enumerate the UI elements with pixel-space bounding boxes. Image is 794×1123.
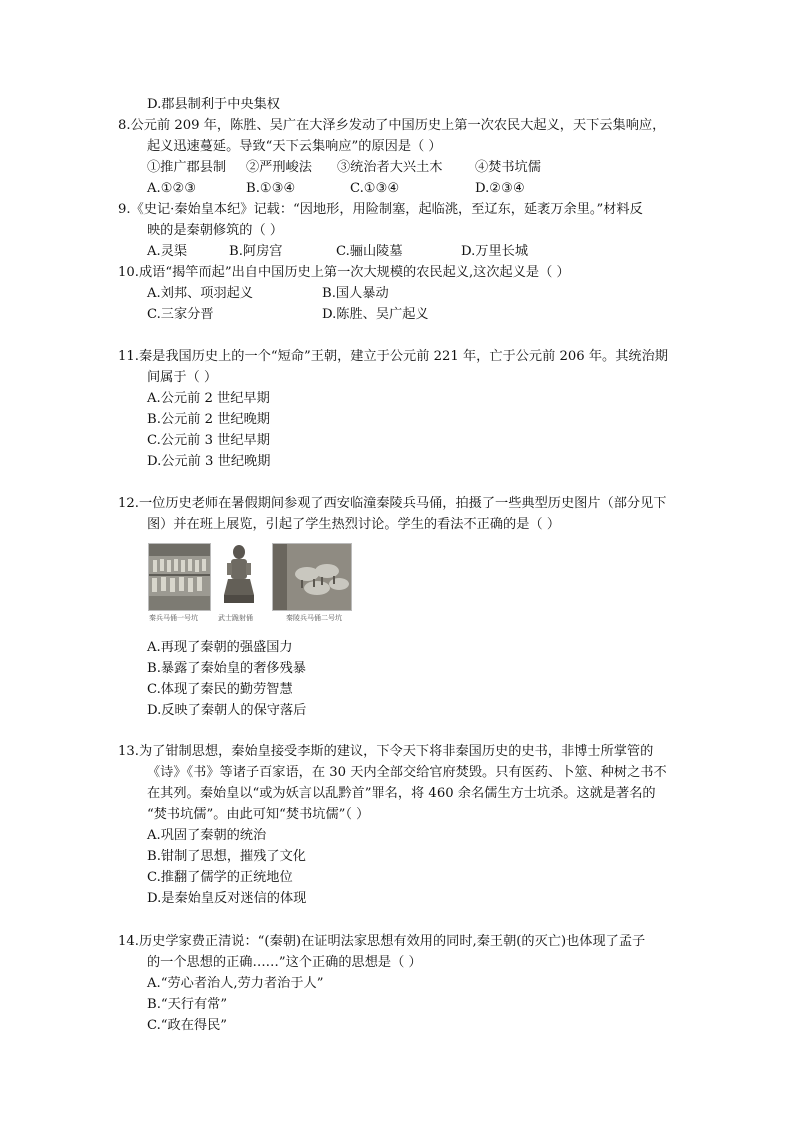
q10-option-b: B.国人暴动: [322, 286, 389, 301]
q14-stem-line1: 14.历史学家费正清说：“(秦朝)在证明法家思想有效用的同时,秦王朝(的灭亡)也体现了孟子: [118, 934, 646, 949]
q11-option-a: A.公元前 2 世纪早期: [147, 391, 270, 406]
q10-option-d: D.陈胜、吴广起义: [322, 307, 429, 322]
q10-stem-line1: 10.成语“揭竿而起”出自中国历史上第一次大规模的农民起义,这次起义是（ ）: [118, 265, 570, 280]
q12-option-d: D.反映了秦朝人的保守落后: [147, 703, 307, 718]
q13-option-a: A.巩固了秦朝的统治: [147, 828, 267, 843]
q8-option-a: A.①②③: [147, 181, 197, 196]
q8-stem-line1: 8.公元前 209 年，陈胜、吴广在大泽乡发动了中国历史上第一次农民大起义，天下云集响应，: [118, 118, 666, 133]
q12-option-a: A.再现了秦朝的强盛国力: [147, 640, 293, 655]
q13-option-c: C.推翻了儒学的正统地位: [147, 870, 293, 885]
caption-pit-one: 秦兵马俑一号坑: [149, 614, 198, 622]
q8-item-3: ③统治者大兴土木: [337, 160, 443, 175]
q14-option-b: B.“天行有常”: [147, 997, 228, 1012]
q13-option-d: D.是秦始皇反对迷信的体现: [147, 891, 307, 906]
q12-option-b: B.暴露了秦始皇的奢侈残暴: [147, 661, 306, 676]
caption-kneeling-archer: 武士跪射俑: [218, 614, 253, 622]
q13-stem-line4: “焚书坑儒”。由此可知“焚书坑儒”（ ）: [147, 807, 370, 822]
q7-option-d: D.郡县制利于中央集权: [147, 97, 280, 112]
q9-option-c: C.骊山陵墓: [336, 244, 403, 259]
photo-pit-two: [272, 543, 352, 611]
pit-one-image: [149, 544, 210, 610]
q13-stem-line3: 在其列。秦始皇以“或为妖言以乱黔首”罪名，将 460 余名儒生方士坑杀。这就是著名的: [147, 786, 656, 801]
q13-option-b: B.钳制了思想，摧残了文化: [147, 849, 306, 864]
q8-item-1: ①推广郡县制: [147, 160, 227, 175]
q9-stem-line2: 映的是秦朝修筑的（ ）: [147, 223, 284, 238]
q10-option-c: C.三家分晋: [147, 307, 214, 322]
q8-item-2: ②严刑峻法: [246, 160, 312, 175]
pit-two-image: [273, 544, 351, 610]
photo-pit-one: [148, 543, 211, 611]
q13-stem-line1: 13.为了钳制思想，秦始皇接受李斯的建议，下令天下将非秦国历史的史书，非博士所掌管的: [118, 744, 654, 759]
q9-stem-line1: 9.《史记·秦始皇本纪》记载：“因地形，用险制塞，起临洮，至辽东，延袤万余里。”材料反: [118, 202, 643, 217]
q11-option-b: B.公元前 2 世纪晚期: [147, 412, 270, 427]
q9-option-a: A.灵渠: [147, 244, 188, 259]
q8-option-b: B.①③④: [246, 181, 296, 196]
q14-option-a: A.“劳心者治人,劳力者治于人”: [147, 976, 324, 991]
kneeling-archer-image: [218, 543, 260, 609]
q11-option-d: D.公元前 3 世纪晚期: [147, 454, 271, 469]
q11-stem-line2: 间属于（ ）: [147, 370, 218, 385]
q13-stem-line2: 《诗》《书》等诸子百家语，在 30 天内全部交给官府焚毁。只有医药、卜筮、种树之书不: [147, 765, 667, 780]
q12-stem-line2: 图）并在班上展览，引起了学生热烈讨论。学生的看法不正确的是（ ）: [147, 517, 561, 532]
q9-option-d: D.万里长城: [461, 244, 529, 259]
q8-option-c: C.①③④: [350, 181, 400, 196]
terracotta-photo-strip: [148, 543, 353, 625]
q14-option-c: C.“政在得民”: [147, 1018, 228, 1033]
q11-stem-line1: 11.秦是我国历史上的一个“短命”王朝，建立于公元前 221 年，亡于公元前 206 年。其统治期: [118, 349, 668, 364]
q11-option-c: C.公元前 3 世纪早期: [147, 433, 270, 448]
q8-stem-line2: 起义迅速蔓延。导致“天下云集响应”的原因是（ ）: [147, 139, 442, 154]
q8-item-4: ④焚书坑儒: [475, 160, 541, 175]
q12-option-c: C.体现了秦民的勤劳智慧: [147, 682, 293, 697]
q10-option-a: A.刘邦、项羽起义: [147, 286, 254, 301]
caption-pit-two: 秦陵兵马俑二号坑: [286, 614, 342, 622]
q9-option-b: B.阿房宫: [229, 244, 283, 259]
photo-kneeling-archer: [218, 543, 260, 609]
q8-option-d: D.②③④: [475, 181, 525, 196]
q14-stem-line2: 的一个思想的正确……”这个正确的思想是（ ）: [147, 955, 422, 970]
q12-stem-line1: 12.一位历史老师在暑假期间参观了西安临潼秦陵兵马俑，拍摄了一些典型历史图片（部分见下: [118, 496, 667, 511]
